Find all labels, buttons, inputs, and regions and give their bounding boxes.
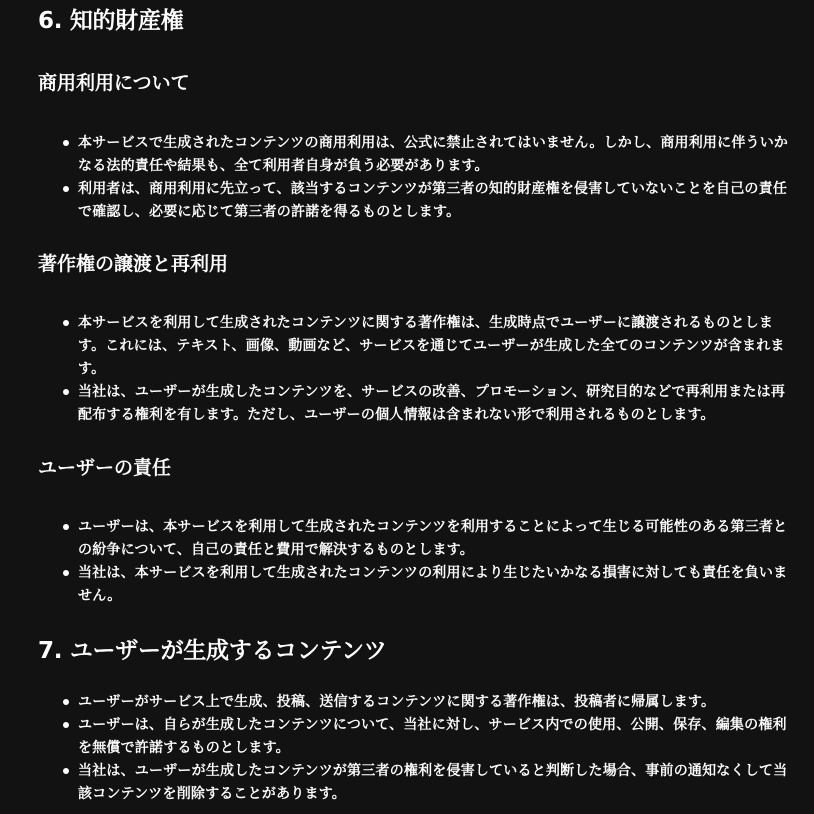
subsection-user-responsibility-heading: ユーザーの責任 bbox=[38, 457, 172, 479]
subsection-commercial-use-heading: 商用利用について bbox=[38, 72, 190, 94]
list-item: 本サービスを利用して生成されたコンテンツに関する著作権は、生成時点でユーザーに譲渡されるものとします。これには、テキスト、画像、動画など、サービスを通じてユーザーが生成した全てのコンテンツが含まれます。 bbox=[78, 312, 794, 381]
copyright-list bbox=[38, 312, 794, 427]
list-item: ユーザーがサービス上で生成、投稿、送信するコンテンツに関する著作権は、投稿者に帰属します。 bbox=[78, 691, 794, 714]
list-item: 当社は、本サービスを利用して生成されたコンテンツの利用により生じたいかなる損害に対しても責任を負いません。 bbox=[78, 562, 794, 608]
section-6-title: 6. 知的財産権 bbox=[38, 8, 184, 34]
section-7-title: 7. ユーザーが生成するコンテンツ bbox=[38, 638, 387, 664]
commercial-use-list bbox=[38, 132, 794, 224]
subsection-copyright-heading: 著作権の譲渡と再利用 bbox=[38, 253, 229, 275]
user-responsibility-list bbox=[38, 516, 794, 608]
list-item: 当社は、ユーザーが生成したコンテンツが第三者の権利を侵害していると判断した場合、事前の通知なくして当該コンテンツを削除することがあります。 bbox=[78, 760, 794, 806]
list-item: 本サービスで生成されたコンテンツの商用利用は、公式に禁止されてはいません。しかし、商用利用に伴ういかなる法的責任や結果も、全て利用者自身が負う必要があります。 bbox=[78, 132, 794, 178]
user-content-list bbox=[38, 691, 794, 806]
list-item: 利用者は、商用利用に先立って、該当するコンテンツが第三者の知的財産権を侵害していないことを自己の責任で確認し、必要に応じて第三者の許諾を得るものとします。 bbox=[78, 178, 794, 224]
list-item: ユーザーは、本サービスを利用して生成されたコンテンツを利用することによって生じる可能性のある第三者との紛争について、自己の責任と費用で解決するものとします。 bbox=[78, 516, 794, 562]
list-item: 当社は、ユーザーが生成したコンテンツを、サービスの改善、プロモーション、研究目的などで再利用または再配布する権利を有します。ただし、ユーザーの個人情報は含まれない形で利用されるものとします。 bbox=[78, 381, 794, 427]
list-item: ユーザーは、自らが生成したコンテンツについて、当社に対し、サービス内での使用、公開、保存、編集の権利を無償で許諾するものとします。 bbox=[78, 714, 794, 760]
